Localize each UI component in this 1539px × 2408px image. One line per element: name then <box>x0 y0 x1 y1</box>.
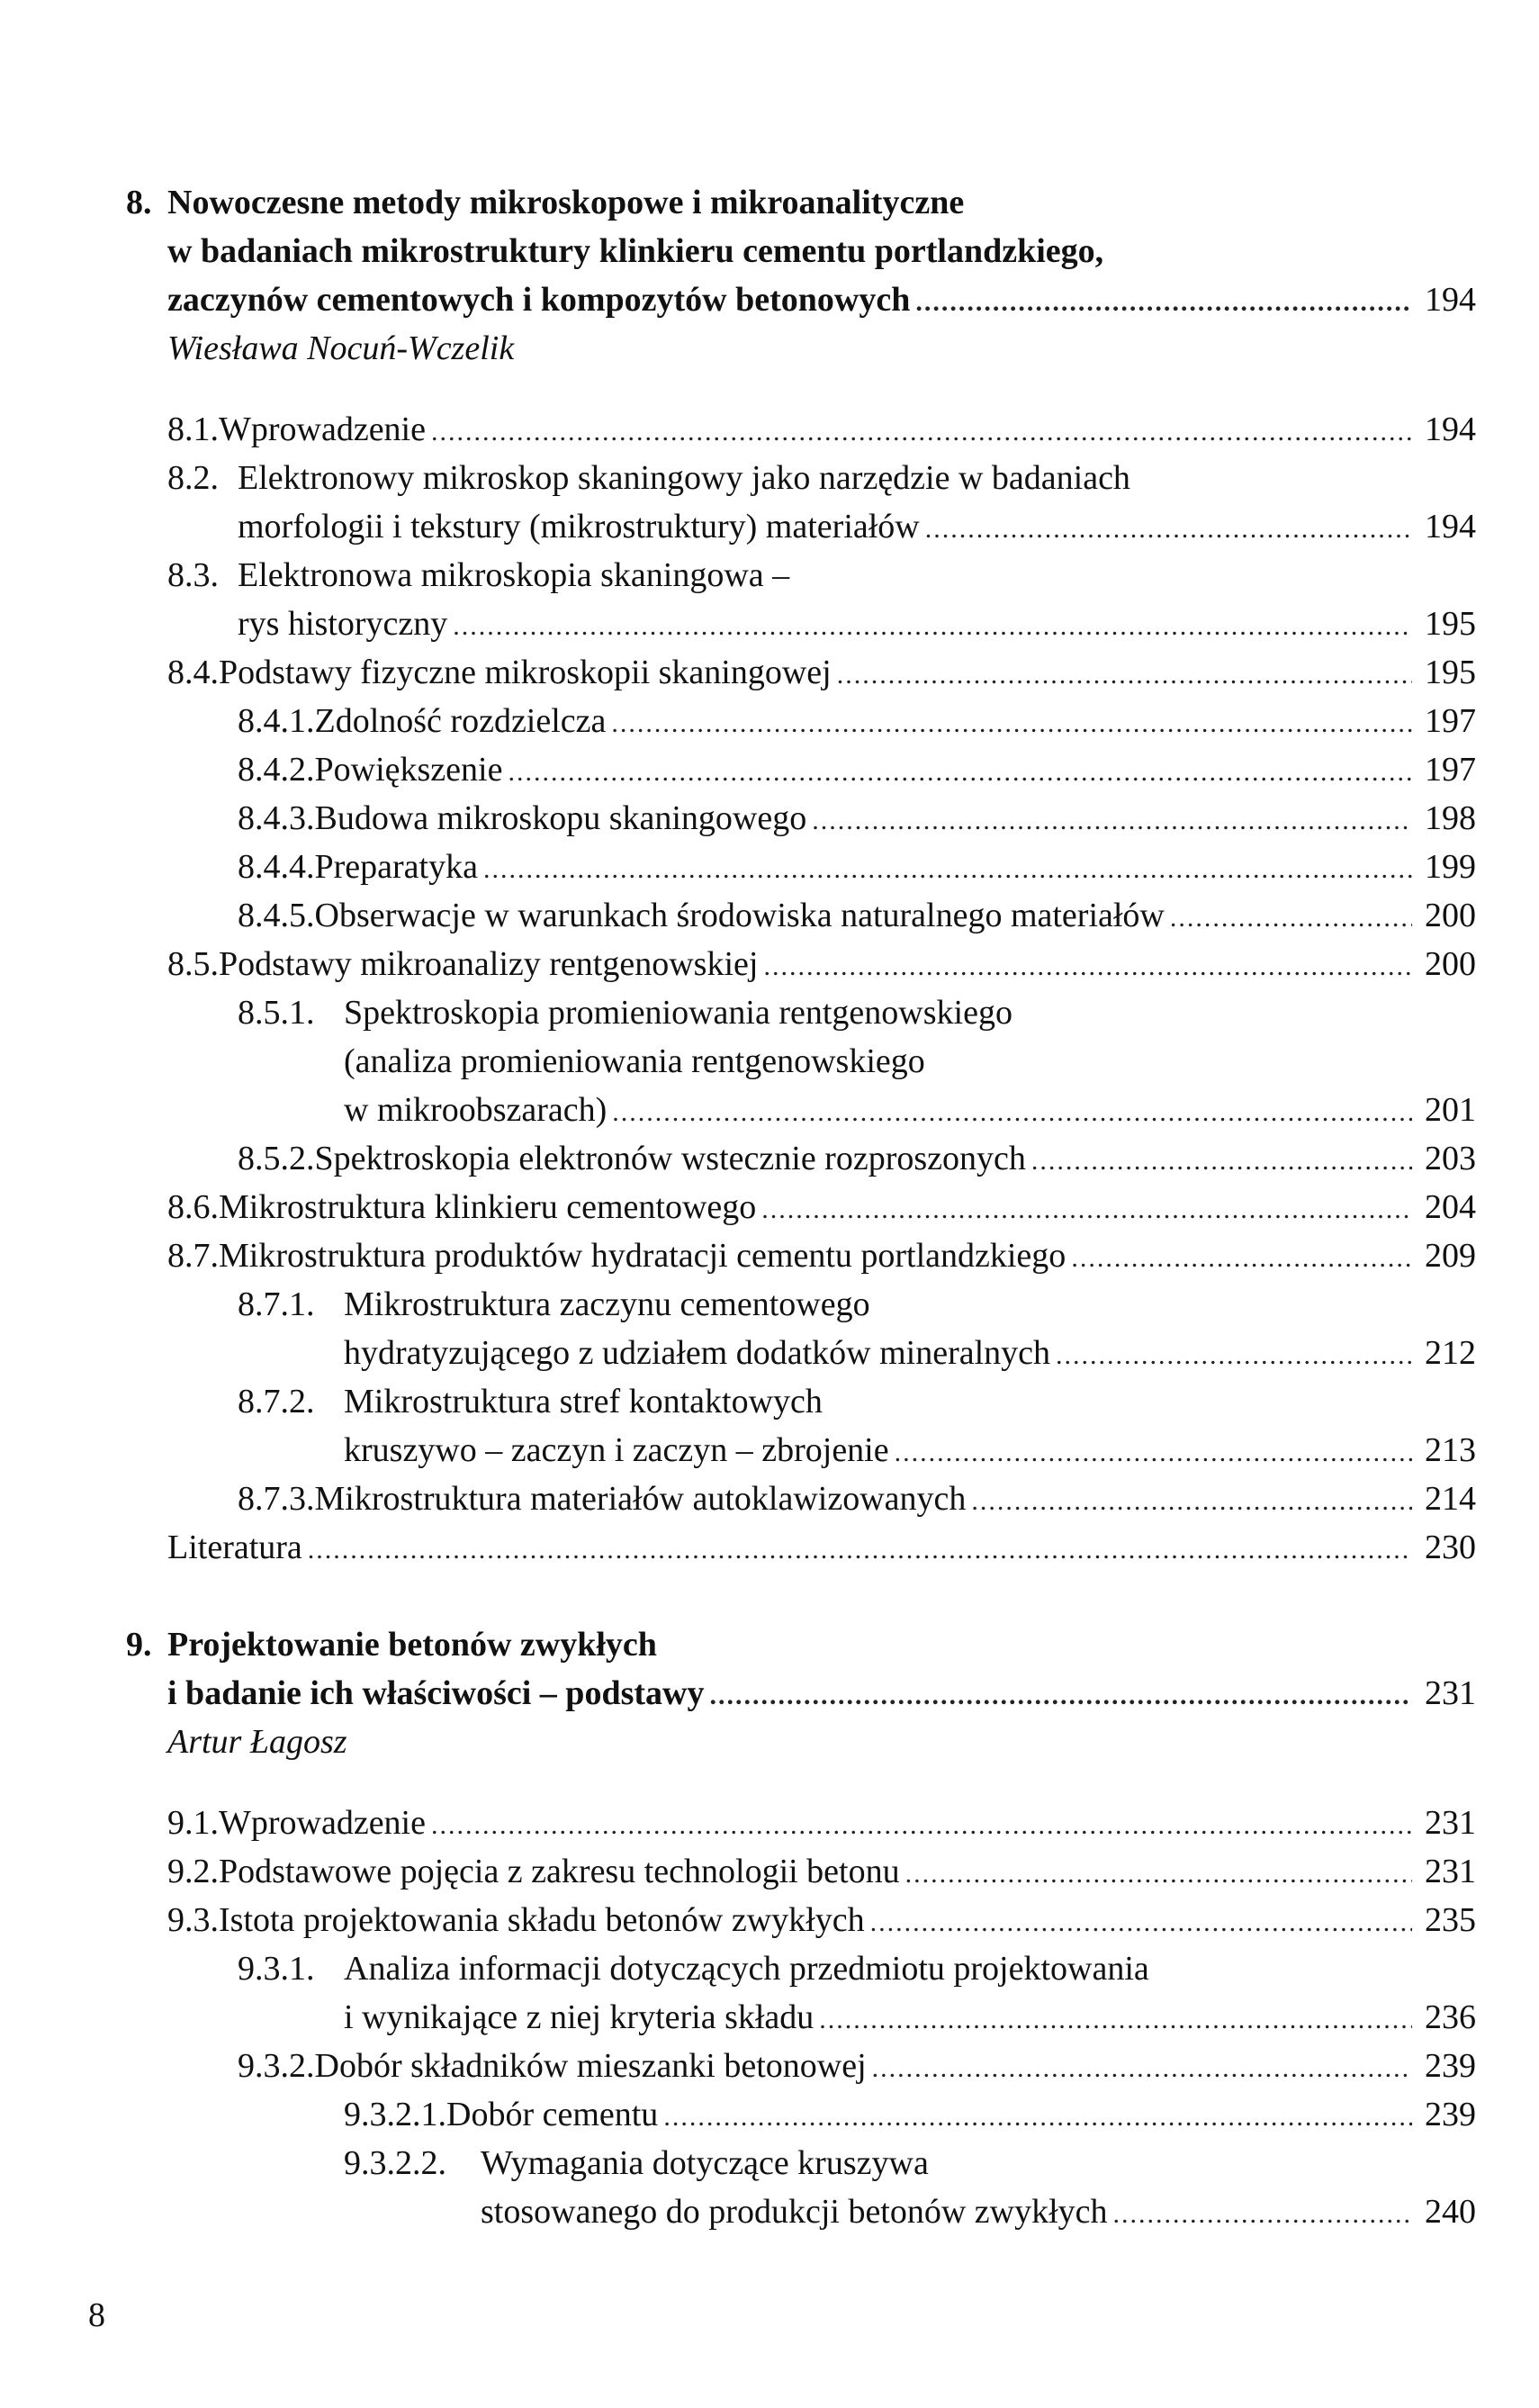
toc-entry[interactable] <box>167 1183 1476 1231</box>
page-ref[interactable]: 199 <box>1425 848 1476 886</box>
toc-entry[interactable] <box>167 648 1476 697</box>
entry-title: Istota projektowania składu betonów zwykłych <box>219 1901 865 1939</box>
page-ref[interactable]: 197 <box>1425 751 1476 789</box>
chapter-title-line: w badaniach mikrostruktury klinkieru cementu portlandzkiego, <box>167 232 1104 270</box>
entry-title: Spektroskopia elektronów wstecznie rozproszonych <box>314 1140 1026 1177</box>
entry-number: 9.3.1. <box>238 1950 315 1988</box>
entry-title: Budowa mikroskopu skaningowego <box>314 799 807 837</box>
page-ref[interactable]: 201 <box>1425 1091 1476 1129</box>
chapter-number: 8. <box>126 184 152 221</box>
page-ref[interactable]: 194 <box>1425 508 1476 546</box>
toc-entry[interactable] <box>167 454 1476 502</box>
entry-title: morfologii i tekstury (mikrostruktury) materiałów <box>238 508 920 546</box>
toc-entry[interactable] <box>238 1377 1476 1426</box>
entry-number: 9.1. <box>167 1804 219 1842</box>
chapter-title <box>167 227 1476 275</box>
page-ref[interactable]: 231 <box>1425 1674 1476 1712</box>
entry-number: 9.3.2.1. <box>344 2096 446 2133</box>
dot-leader <box>709 1672 1412 1720</box>
entry-number: 9.3. <box>167 1901 219 1939</box>
page-ref[interactable]: 213 <box>1425 1431 1476 1469</box>
entry-number: 8.4.3. <box>238 799 315 837</box>
entry-number: 9.2. <box>167 1853 219 1890</box>
entry-title: Mikrostruktura stref kontaktowych <box>344 1383 823 1420</box>
entry-number: 8.7. <box>167 1237 219 1275</box>
entry-title: Powiększenie <box>314 751 503 789</box>
entry-number: 8.5. <box>167 945 219 983</box>
toc-entry-continuation <box>344 1993 1476 2042</box>
toc-entry[interactable] <box>238 794 1476 843</box>
entry-number: 8.5.2. <box>238 1140 315 1177</box>
dot-leader <box>308 1526 1412 1574</box>
entry-title: hydratyzującego z udziałem dodatków mineralnych <box>344 1334 1051 1372</box>
chapter-author: Wiesława Nocuń-Wczelik <box>167 329 515 367</box>
dot-leader <box>761 1186 1412 1234</box>
toc-entry-continuation <box>344 1329 1476 1377</box>
dot-leader <box>1056 1331 1412 1380</box>
toc-entry[interactable] <box>167 1896 1476 1944</box>
page-ref[interactable]: 203 <box>1425 1140 1476 1177</box>
toc-entry[interactable] <box>344 2139 1476 2187</box>
entry-number: 8.2. <box>167 459 219 497</box>
entry-title: Elektronowy mikroskop skaningowy jako narzędzie w badaniach <box>238 459 1130 497</box>
entry-title: Wprowadzenie <box>219 410 426 448</box>
dot-leader <box>483 845 1412 894</box>
toc-entry[interactable] <box>167 1847 1476 1896</box>
dot-leader <box>611 699 1412 748</box>
entry-number: 8.6. <box>167 1188 219 1226</box>
page-ref[interactable]: 231 <box>1425 1853 1476 1890</box>
page-ref[interactable]: 209 <box>1425 1237 1476 1275</box>
page-ref[interactable]: 239 <box>1425 2096 1476 2133</box>
toc-entry[interactable] <box>238 1475 1476 1523</box>
page-number: 8 <box>88 2296 105 2334</box>
entry-title: Zdolność rozdzielcza <box>314 702 607 740</box>
entry-number: 8.5.1. <box>238 994 315 1032</box>
dot-leader <box>872 2044 1412 2093</box>
page-ref[interactable]: 235 <box>1425 1901 1476 1939</box>
entry-title: rys historyczny <box>238 605 448 643</box>
entry-title: stosowanego do produkcji betonów zwykłych <box>481 2193 1108 2231</box>
page-ref[interactable]: 239 <box>1425 2047 1476 2085</box>
toc-entry[interactable] <box>238 1280 1476 1329</box>
dot-leader <box>971 1477 1412 1526</box>
chapter-title-line: zaczynów cementowych i kompozytów betonowych <box>167 281 911 319</box>
toc-entry[interactable] <box>167 1231 1476 1280</box>
entry-number: 9.3.2.2. <box>344 2144 446 2182</box>
dot-leader <box>1113 2190 1412 2239</box>
entry-title: Mikrostruktura produktów hydratacji cementu portlandzkiego <box>219 1237 1066 1275</box>
entry-title: Mikrostruktura materiałów autoklawizowanych <box>314 1480 967 1518</box>
toc-entry-continuation <box>344 1426 1476 1475</box>
toc-entry-continuation <box>238 502 1476 551</box>
entry-title: Literatura <box>167 1529 302 1566</box>
entry-number: 8.4.4. <box>238 848 315 886</box>
toc-entry-continuation <box>344 1037 1476 1086</box>
toc-entry[interactable] <box>238 843 1476 891</box>
page-ref[interactable]: 200 <box>1425 945 1476 983</box>
page-ref[interactable]: 212 <box>1425 1334 1476 1372</box>
page-ref[interactable]: 231 <box>1425 1804 1476 1842</box>
chapter-author: Artur Łagosz <box>167 1723 347 1761</box>
entry-title: Elektronowa mikroskopia skaningowa – <box>238 556 790 594</box>
entry-title: Podstawy fizyczne mikroskopii skaningowej <box>219 654 832 691</box>
toc-entry[interactable] <box>167 405 1476 454</box>
entry-title: Spektroskopia promieniowania rentgenowskiego <box>344 994 1012 1032</box>
chapter-title <box>126 1620 1476 1669</box>
page-ref[interactable]: 194 <box>1425 410 1476 448</box>
page-ref[interactable]: 204 <box>1425 1188 1476 1226</box>
toc-entry-continuation <box>344 1086 1476 1134</box>
entry-title: w mikroobszarach) <box>344 1091 608 1129</box>
dot-leader <box>819 1996 1412 2044</box>
toc-entry[interactable] <box>238 988 1476 1037</box>
entry-number: 8.7.2. <box>238 1383 315 1420</box>
page-ref[interactable]: 194 <box>1425 281 1476 319</box>
dot-leader <box>1071 1234 1412 1283</box>
entry-title: Podstawowe pojęcia z zakresu technologii betonu <box>219 1853 900 1890</box>
toc-entry[interactable] <box>238 1944 1476 1993</box>
toc-entry[interactable] <box>238 745 1476 794</box>
entry-title: Dobór składników mieszanki betonowej <box>314 2047 867 2085</box>
page-ref[interactable]: 236 <box>1425 1998 1476 2036</box>
dot-leader <box>915 278 1412 327</box>
dot-leader <box>870 1898 1412 1947</box>
toc-entry[interactable] <box>344 2090 1476 2139</box>
page-ref[interactable]: 195 <box>1425 654 1476 691</box>
toc-entry[interactable] <box>167 551 1476 600</box>
toc-entry[interactable] <box>238 2042 1476 2090</box>
entry-title: Preparatyka <box>314 848 478 886</box>
dot-leader <box>508 748 1412 797</box>
dot-leader <box>431 1801 1412 1850</box>
page-ref[interactable]: 197 <box>1425 702 1476 740</box>
dot-leader <box>1170 894 1412 942</box>
entry-number: 8.1. <box>167 410 219 448</box>
chapter-title-line: Projektowanie betonów zwykłych <box>167 1626 657 1664</box>
dot-leader <box>612 1088 1412 1137</box>
toc-entry[interactable] <box>238 1134 1476 1183</box>
entry-title: Mikrostruktura zaczynu cementowego <box>344 1285 870 1323</box>
chapter-title <box>126 178 1476 227</box>
toc-entry[interactable] <box>167 940 1476 988</box>
entry-title: Obserwacje w warunkach środowiska naturalnego materiałów <box>314 897 1165 934</box>
entry-title: Mikrostruktura klinkieru cementowego <box>219 1188 757 1226</box>
entry-number: 8.4.2. <box>238 751 315 789</box>
dot-leader <box>663 2093 1412 2142</box>
dot-leader <box>905 1850 1412 1898</box>
dot-leader <box>1031 1137 1412 1186</box>
page-ref[interactable]: 230 <box>1425 1529 1476 1566</box>
entry-title: i wynikające z niej kryteria składu <box>344 1998 814 2036</box>
entry-number: 8.4.1. <box>238 702 315 740</box>
dot-leader <box>925 505 1412 554</box>
page-ref[interactable]: 198 <box>1425 799 1476 837</box>
entry-title: Wymagania dotyczące kruszywa <box>481 2144 929 2182</box>
toc-entry[interactable] <box>238 697 1476 745</box>
dot-leader <box>453 602 1412 651</box>
page-ref[interactable]: 195 <box>1425 605 1476 643</box>
chapter-title-line: i badanie ich właściwości – podstawy <box>167 1674 705 1712</box>
entry-number: 9.3.2. <box>238 2047 315 2085</box>
chapter-title <box>167 1669 1476 1718</box>
entry-number: 8.7.1. <box>238 1285 315 1323</box>
entry-number: 8.4.5. <box>238 897 315 934</box>
entry-title: Dobór cementu <box>446 2096 659 2133</box>
entry-number: 8.4. <box>167 654 219 691</box>
entry-title: (analiza promieniowania rentgenowskiego <box>344 1042 925 1080</box>
page-ref[interactable]: 214 <box>1425 1480 1476 1518</box>
chapter-title <box>167 275 1476 324</box>
dot-leader <box>837 651 1412 699</box>
dot-leader <box>812 797 1412 845</box>
toc-entry[interactable] <box>238 891 1476 940</box>
entry-title: Analiza informacji dotyczących przedmiotu projektowania <box>344 1950 1149 1988</box>
toc-entry[interactable] <box>167 1799 1476 1847</box>
toc-entry-continuation <box>481 2187 1476 2236</box>
dot-leader <box>895 1429 1412 1477</box>
entry-number: 8.3. <box>167 556 219 594</box>
entry-number: 8.7.3. <box>238 1480 315 1518</box>
toc-entry-literature[interactable] <box>167 1523 1476 1572</box>
chapter-title-line: Nowoczesne metody mikroskopowe i mikroanalityczne <box>167 184 965 221</box>
entry-title: kruszywo – zaczyn i zaczyn – zbrojenie <box>344 1431 889 1469</box>
chapter-number: 9. <box>126 1626 152 1664</box>
page-ref[interactable]: 200 <box>1425 897 1476 934</box>
dot-leader <box>431 408 1412 456</box>
page-ref[interactable]: 240 <box>1425 2193 1476 2231</box>
dot-leader <box>763 942 1412 991</box>
entry-title: Podstawy mikroanalizy rentgenowskiej <box>219 945 759 983</box>
toc-entry-continuation <box>238 600 1476 648</box>
entry-title: Wprowadzenie <box>219 1804 426 1842</box>
